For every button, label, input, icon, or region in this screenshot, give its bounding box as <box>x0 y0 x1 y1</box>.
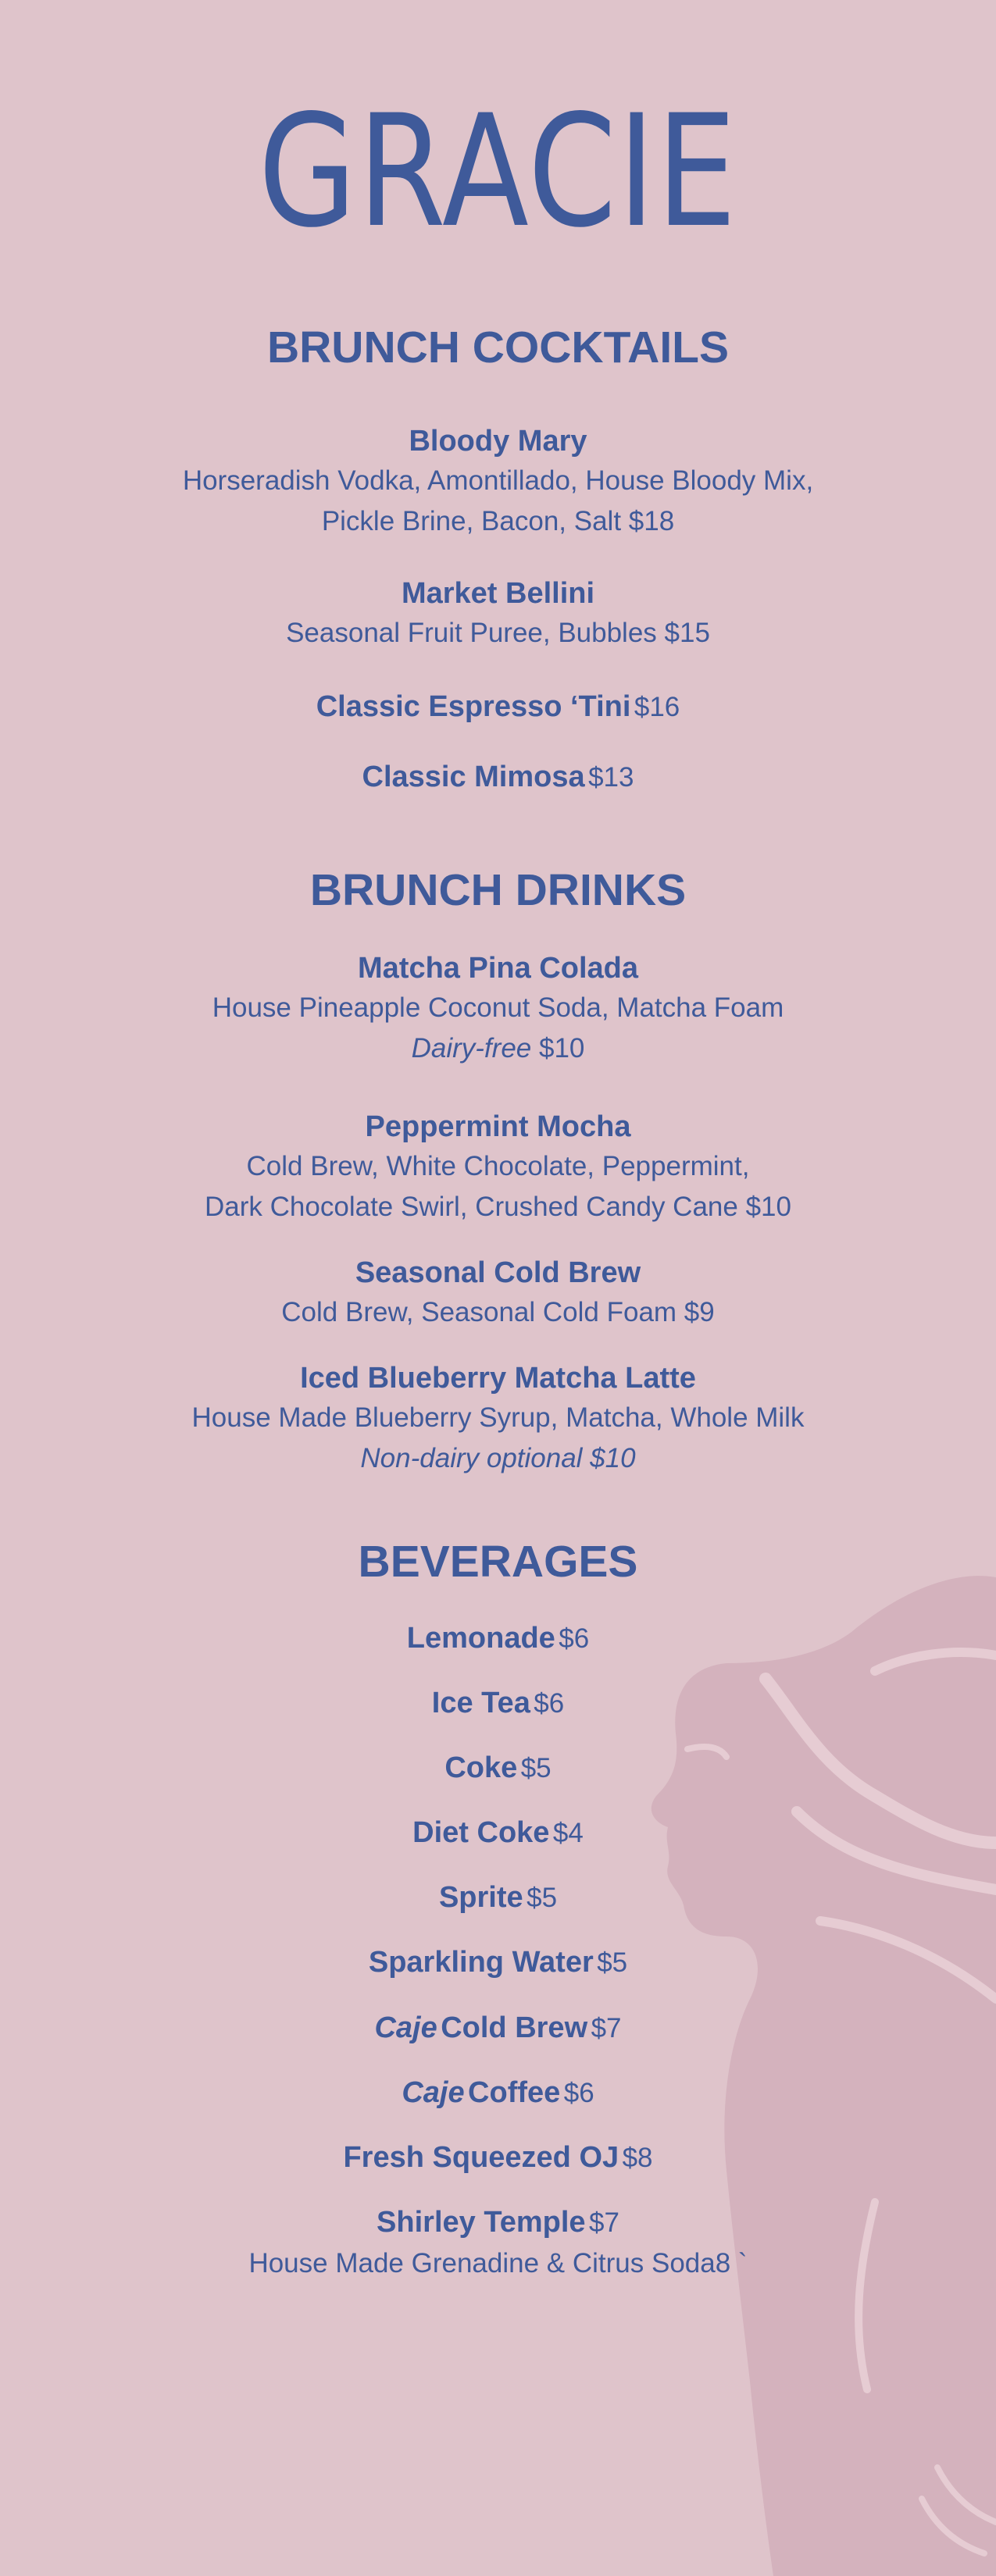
menu-item-classic-espresso-tini <box>0 687 996 728</box>
menu-item-seasonal-cold-brew <box>0 1253 996 1333</box>
item-name: Matcha Pina Colada <box>358 952 638 985</box>
section-brunch-drinks <box>0 863 996 917</box>
section-title-beverages: BEVERAGES <box>358 1537 638 1587</box>
item-brand-prefix: Caje <box>374 2011 437 2044</box>
item-brand-prefix: Caje <box>402 2076 465 2109</box>
menu-item-bloody-mary <box>0 422 996 542</box>
menu-item-caje-coffee <box>0 2073 996 2114</box>
item-description: House Made Grenadine & Citrus Soda8 ` <box>248 2248 748 2278</box>
item-price: $10 <box>538 1033 585 1064</box>
item-name: Classic Mimosa <box>362 761 585 793</box>
menu-item-ice-tea <box>0 1683 996 1724</box>
item-name: Shirley Temple <box>377 2206 586 2239</box>
section-title-drinks: BRUNCH DRINKS <box>309 865 687 915</box>
item-name: Cold Brew <box>441 2011 588 2044</box>
menu-item-lemonade <box>0 1619 996 1659</box>
item-name: Classic Espresso ‘Tini <box>316 690 631 723</box>
item-name: Ice Tea <box>431 1687 530 1719</box>
item-price: $6 <box>534 1688 565 1719</box>
item-price: $8 <box>622 2143 653 2173</box>
item-name: Fresh Squeezed OJ <box>343 2141 619 2174</box>
item-description: Cold Brew, Seasonal Cold Foam $9 <box>281 1297 715 1327</box>
menu-item-shirley-temple <box>0 2203 996 2284</box>
item-price: $5 <box>527 1883 558 1913</box>
item-price: $6 <box>563 2078 594 2108</box>
item-name: Diet Coke <box>412 1816 550 1849</box>
item-name: Lemonade <box>406 1622 555 1655</box>
item-name: Coke <box>444 1751 518 1784</box>
item-name: Iced Blueberry Matcha Latte <box>300 1362 696 1395</box>
item-description: House Pineapple Coconut Soda, Matcha Foam <box>212 992 784 1023</box>
menu-item-coke <box>0 1748 996 1789</box>
menu-item-iced-blueberry-matcha-latte <box>0 1359 996 1479</box>
item-price: $7 <box>591 2013 622 2043</box>
item-name: Seasonal Cold Brew <box>355 1256 641 1289</box>
item-note: Dairy-free <box>411 1033 532 1064</box>
menu-item-caje-cold-brew <box>0 2008 996 2049</box>
section-brunch-cocktails <box>0 320 996 375</box>
item-name: Sprite <box>438 1881 523 1914</box>
menu-item-sprite <box>0 1878 996 1919</box>
item-price: $7 <box>589 2207 619 2238</box>
item-description: Horseradish Vodka, Amontillado, House Bloody Mix, <box>182 465 814 496</box>
item-description: Seasonal Fruit Puree, Bubbles $15 <box>286 618 710 648</box>
item-description-line2: Dark Chocolate Swirl, Crushed Candy Cane $10 <box>205 1192 791 1222</box>
menu-item-fresh-squeezed-oj <box>0 2138 996 2179</box>
item-description: House Made Blueberry Syrup, Matcha, Whole Milk <box>191 1402 805 1433</box>
item-description-line2: Pickle Brine, Bacon, Salt $18 <box>321 506 675 536</box>
menu-item-market-bellini <box>0 574 996 654</box>
item-price: $5 <box>597 1947 628 1978</box>
item-price: $6 <box>559 1623 590 1654</box>
brand-logo: GRACIE <box>258 81 738 262</box>
item-price: $4 <box>552 1818 584 1848</box>
menu-item-matcha-pina-colada <box>0 949 996 1069</box>
menu-item-peppermint-mocha <box>0 1107 996 1227</box>
item-name: Bloody Mary <box>409 425 587 458</box>
item-price: $13 <box>588 762 634 793</box>
item-name: Sparkling Water <box>368 1946 594 1979</box>
menu-item-diet-coke <box>0 1813 996 1854</box>
item-price: $5 <box>520 1753 552 1783</box>
section-title-cocktails: BRUNCH COCKTAILS <box>266 322 730 372</box>
item-name: Coffee <box>468 2076 561 2109</box>
item-description: Cold Brew, White Chocolate, Peppermint, <box>246 1151 750 1181</box>
menu-item-sparkling-water <box>0 1943 996 1983</box>
item-price: $16 <box>634 692 680 722</box>
section-beverages <box>0 1534 996 1589</box>
item-name: Peppermint Mocha <box>365 1110 631 1143</box>
menu-item-classic-mimosa <box>0 757 996 798</box>
item-name: Market Bellini <box>401 577 595 610</box>
item-note: Non-dairy optional $10 <box>360 1443 636 1473</box>
